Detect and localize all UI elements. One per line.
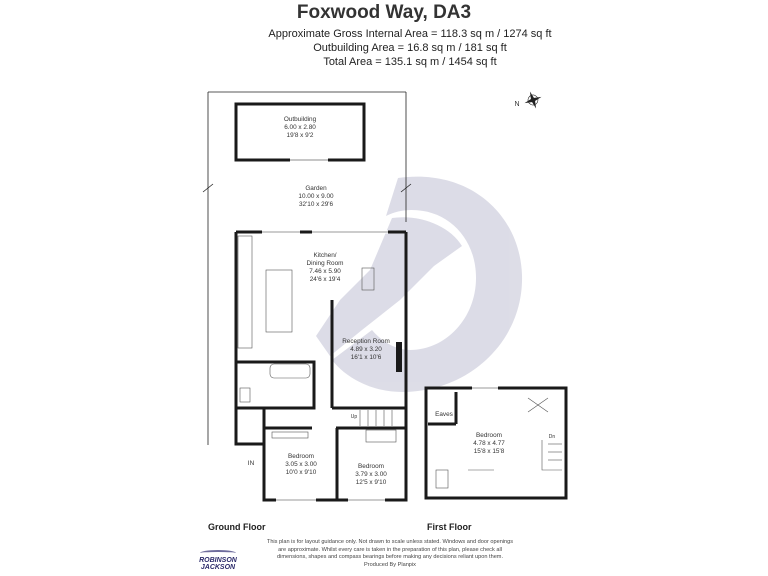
reception-metric: 4.89 x 3.20: [350, 346, 382, 353]
outbuilding-imperial: 19'8 x 9'2: [286, 132, 314, 139]
outbuilding-area: Outbuilding Area = 16.8 sq m / 181 sq ft: [313, 42, 507, 54]
disclaimer-text: [210, 539, 570, 569]
disclaimer-line-3: dimensions, shapes and compass bearings before making any decisions reliant upon them.: [276, 554, 504, 561]
compass-north-label: N: [514, 101, 520, 108]
eaves-label: Eaves: [435, 411, 453, 418]
stairs-up-label: Up: [350, 414, 358, 420]
page-title: Foxwood Way, DA3: [296, 2, 472, 23]
kitchen-name-line2: Dining Room: [306, 260, 344, 267]
bedroom-a-name: Bedroom: [288, 453, 314, 460]
logo-line-1: ROBINSON: [199, 557, 237, 564]
bedroom-b-imperial: 12'5 x 9'10: [355, 479, 387, 486]
ground-floor-label: Ground Floor: [208, 522, 266, 532]
first-floor-label: First Floor: [427, 522, 472, 532]
disclaimer-credit: Produced By Planpix: [364, 561, 416, 568]
bedroom-b-name: Bedroom: [358, 463, 384, 470]
outbuilding-name: Outbuilding: [283, 116, 317, 123]
logo-swoosh-icon: [200, 550, 236, 556]
bedroom-first-metric: 4.78 x 4.77: [473, 440, 505, 447]
garden-imperial: 32'10 x 29'6: [298, 201, 334, 208]
reception-name: Reception Room: [342, 338, 390, 345]
kitchen-imperial: 24'6 x 19'4: [309, 276, 341, 283]
disclaimer-line-2: are approximate. Whilst every care is taken in the preparation of this plan, please check all: [278, 546, 502, 553]
stairs-ground: [360, 410, 392, 426]
logo-line-2: JACKSON: [200, 564, 236, 571]
disclaimer-line-1: This plan is for layout guidance only. Not drawn to scale unless stated. Windows and door openings: [266, 539, 514, 545]
total-area: Total Area = 135.1 sq m / 1454 sq ft: [323, 56, 497, 68]
kitchen-name-line1: Kitchen/: [313, 252, 337, 259]
bedroom-a-imperial: 10'0 x 9'10: [285, 469, 317, 476]
garden-name: Garden: [305, 185, 327, 192]
entrance-label: IN: [247, 460, 255, 467]
watermark-logo: [316, 177, 522, 392]
bedroom-first-name: Bedroom: [476, 432, 502, 439]
compass-rose: [521, 88, 544, 111]
bedroom-a-metric: 3.05 x 3.00: [285, 461, 317, 468]
garden-metric: 10.00 x 9.00: [298, 193, 334, 200]
bedroom-first-imperial: 15'8 x 15'8: [473, 448, 505, 455]
stairs-down-label: Dn: [548, 434, 556, 440]
robinson-jackson-logo: [194, 550, 242, 571]
reception-imperial: 16'1 x 10'6: [350, 354, 382, 361]
outbuilding-metric: 6.00 x 2.80: [284, 124, 316, 131]
gross-internal-area: Approximate Gross Internal Area = 118.3 sq m / 1274 sq ft: [268, 28, 552, 40]
kitchen-metric: 7.46 x 5.90: [309, 268, 341, 275]
bedroom-b-metric: 3.79 x 3.00: [355, 471, 387, 478]
